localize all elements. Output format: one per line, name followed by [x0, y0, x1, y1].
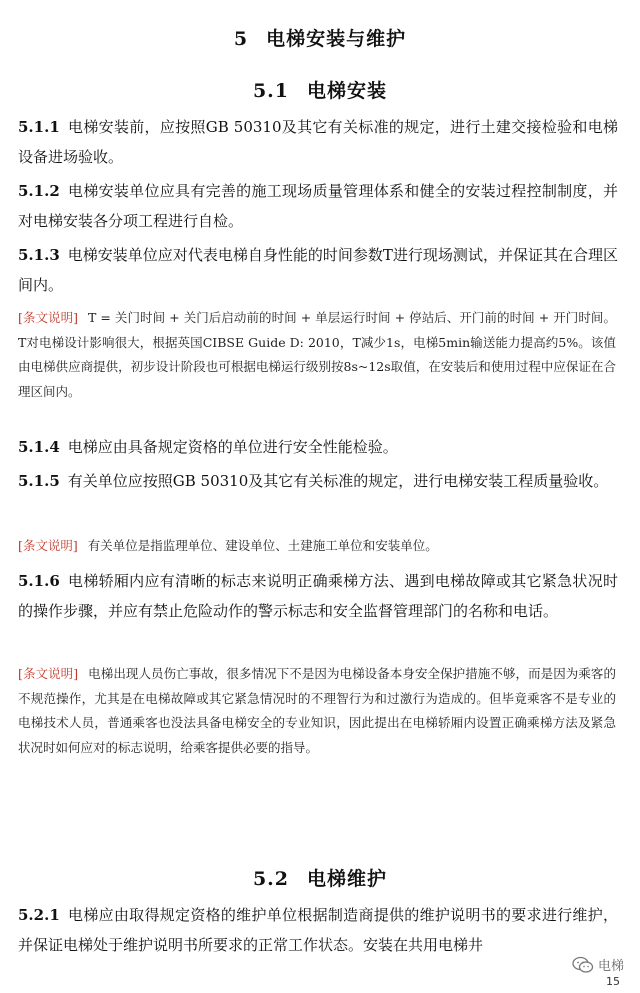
clause-5-1-2: [18, 176, 618, 236]
clause-number: 5.1.3: [18, 246, 60, 264]
section-title: 电梯维护: [307, 868, 388, 890]
note-tag: [条文说明]: [18, 310, 79, 325]
clause-text: 电梯安装单位应具有完善的施工现场质量管理体系和健全的安装过程控制制度，并对电梯安装各分项工程进行自检。: [18, 182, 618, 230]
chapter-heading: [0, 24, 640, 51]
chapter-title: 电梯安装与维护: [266, 28, 407, 50]
section-title: 电梯安装: [307, 80, 388, 102]
clause-5-2-1: [18, 900, 618, 960]
clause-text: 电梯应由取得规定资格的维护单位根据制造商提供的维护说明书的要求进行维护，并保证电梯处于维护说明书所要求的正常工作状态。安装在共用电梯井: [18, 906, 618, 954]
note-text: 电梯出现人员伤亡事故，很多情况下不是因为电梯设备本身安全保护措施不够，而是因为乘客的不规范操作，尤其是在电梯故障或其它紧急情况时的不理智行为和过激行为造成的。但毕竟乘客不是专业的电梯技术人员，普通乘客也没法具备电梯安全的专业知识，因此提出在电梯轿厢内设置正确乘梯方法及紧急状况时如何应对的标志说明，给乘客提供必要的指导。: [18, 666, 616, 755]
note-5-1-5: [18, 534, 616, 559]
note-5-1-3: [18, 306, 616, 404]
clause-text: 电梯安装前，应按照GB 50310及其它有关标准的规定，进行土建交接检验和电梯设备进场验收。: [18, 118, 618, 166]
note-tag: [条文说明]: [18, 666, 79, 681]
section-number: 5.1: [252, 80, 290, 102]
clause-text: 电梯轿厢内应有清晰的标志来说明正确乘梯方法、遇到电梯故障或其它紧急状况时的操作步骤，并应有禁止危险动作的警示标志和安全监督管理部门的名称和电话。: [18, 572, 618, 620]
wechat-icon: [572, 956, 594, 974]
section-number: 5.2: [252, 868, 290, 890]
section-heading-5-2: [0, 864, 640, 891]
note-text: T = 关门时间 + 关门后启动前的时间 + 单层运行时间 + 停站后、开门前的时间 + 开门时间。T对电梯设计影响很大，根据英国CIBSE Guide D: 2010，T减少1s，电梯5min输送能力提高约5%。该值由电梯供应商提供，初步设计阶段也可根据电梯运行级别按8s~12s取值，在安装后和使用过程中应保证在合理区间内。: [18, 310, 616, 399]
clause-5-1-5: [18, 466, 618, 496]
clause-number: 5.1.1: [18, 118, 60, 136]
chapter-number: 5: [233, 28, 249, 50]
clause-number: 5.1.5: [18, 472, 60, 490]
clause-text: 电梯安装单位应对代表电梯自身性能的时间参数T进行现场测试，并保证其在合理区间内。: [18, 246, 618, 294]
clause-number: 5.1.6: [18, 572, 60, 590]
page-number: 15: [606, 975, 620, 988]
clause-5-1-6: [18, 566, 618, 626]
clause-number: 5.1.2: [18, 182, 60, 200]
clause-5-1-4: [18, 432, 618, 462]
clause-5-1-1: [18, 112, 618, 172]
watermark-text: 电梯: [597, 959, 624, 974]
clause-number: 5.2.1: [18, 906, 60, 924]
clause-text: 电梯应由具备规定资格的单位进行安全性能检验。: [67, 438, 398, 456]
note-text: 有关单位是指监理单位、建设单位、土建施工单位和安装单位。: [87, 538, 438, 553]
note-tag: [条文说明]: [18, 538, 78, 553]
clause-number: 5.1.4: [18, 438, 60, 456]
clause-text: 有关单位应按照GB 50310及其它有关标准的规定，进行电梯安装工程质量验收。: [67, 472, 609, 490]
section-heading-5-1: [0, 76, 640, 103]
clause-5-1-3: [18, 240, 618, 300]
wechat-watermark: [572, 955, 624, 974]
note-5-1-6: [18, 662, 616, 760]
